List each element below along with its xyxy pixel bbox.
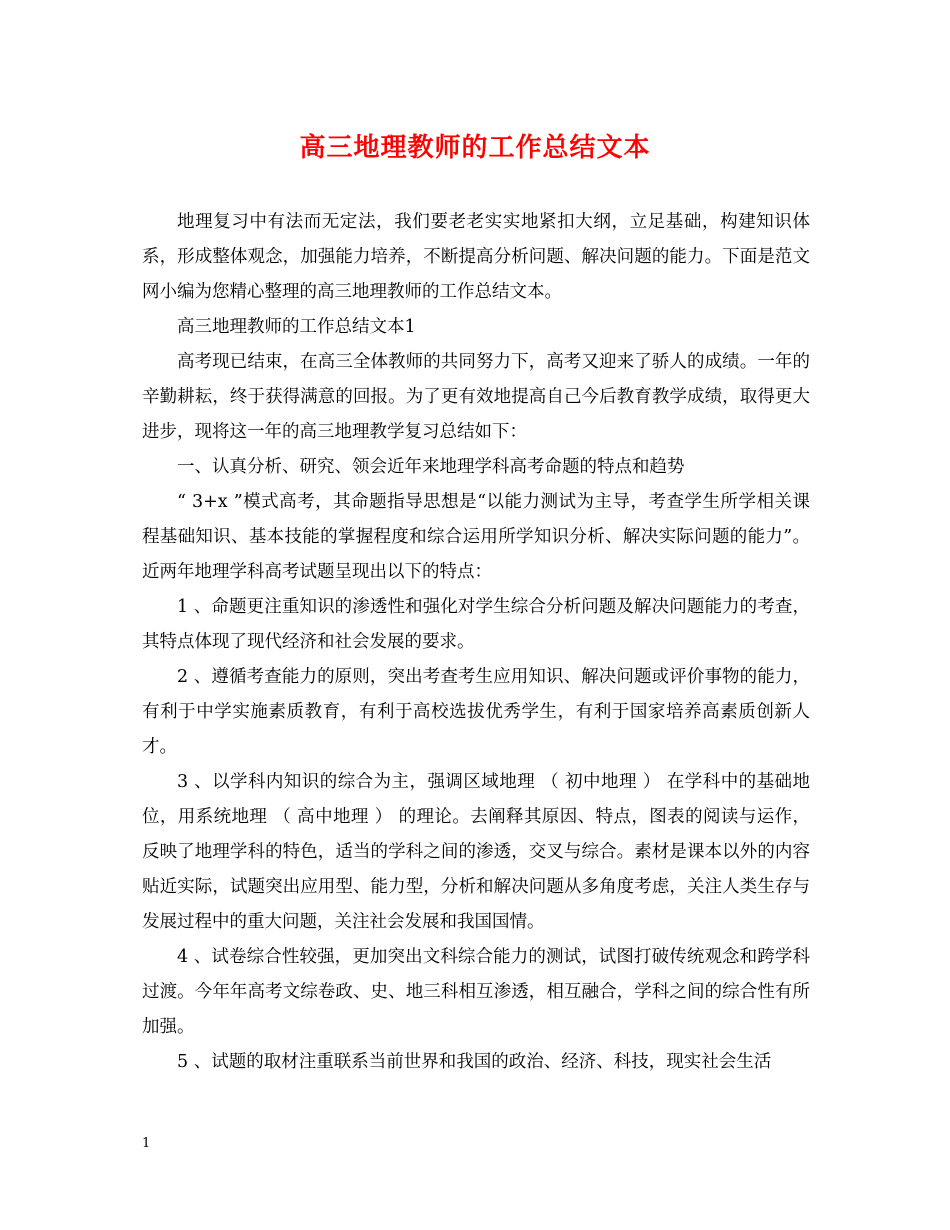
- subsection-heading: 一、认真分析、研究、领会近年来地理学科高考命题的特点和趋势: [177, 457, 685, 477]
- section-heading: 高三地理教师的工作总结文本1: [177, 317, 416, 337]
- body-paragraph: 高考现已结束，在高三全体教师的共同努力下，高考又迎来了骄人的成绩。一年的辛勤耕耘，终于获得满意的回报。为了更有效地提高自己今后教育教学成绩，取得更大进步，现将这一年的高三地理教学复习总结如下：: [142, 352, 810, 442]
- list-item-1: 1 、命题更注重知识的渗透性和强化对学生综合分析问题及解决问题能力的考查，其特点体现了现代经济和社会发展的要求。: [142, 597, 810, 652]
- intro-paragraph: 地理复习中有法而无定法，我们要老老实实地紧扣大纲，立足基础，构建知识体系，形成整体观念，加强能力培养，不断提高分析问题、解决问题的能力。下面是范文网小编为您精心整理的高三地理教师的工作总结文本。: [142, 212, 810, 302]
- page-number: 1: [142, 1136, 151, 1151]
- body-paragraph: “ 3+x ”模式高考，其命题指导思想是“以能力测试为主导，考查学生所学相关课程基础知识、基本技能的掌握程度和综合运用所学知识分析、解决实际问题的能力”。近两年地理学科高考试题呈现出以下的特点：: [142, 492, 810, 582]
- document-title: 高三地理教师的工作总结文本: [299, 133, 651, 163]
- list-item-4: 4 、试卷综合性较强，更加突出文科综合能力的测试，试图打破传统观念和跨学科过渡。今年年高考文综卷政、史、地三科相互渗透，相互融合，学科之间的综合性有所加强。: [142, 947, 810, 1037]
- list-item-2: 2 、遵循考查能力的原则，突出考查考生应用知识、解决问题或评价事物的能力，有利于中学实施素质教育，有利于高校选拔优秀学生，有利于国家培养高素质创新人才。: [142, 667, 810, 757]
- list-item-3: 3 、以学科内知识的综合为主，强调区域地理 （ 初中地理 ） 在学科中的基础地位，用系统地理 （ 高中地理 ） 的理论。去阐释其原因、特点，图表的阅读与运作，反映了地理学科的特色，适当的学科之间的渗透，交叉与综合。素材是课本以外的内容贴近实际，试题突出应用型、能力型，分析和解决问题从多角度考虑，关注人类生存与发展过程中的重大问题，关注社会发展和我国国情。: [142, 772, 810, 932]
- document-body: [142, 205, 810, 1080]
- list-item-5: 5 、试题的取材注重联系当前世界和我国的政治、经济、科技，现实社会生活: [177, 1052, 772, 1072]
